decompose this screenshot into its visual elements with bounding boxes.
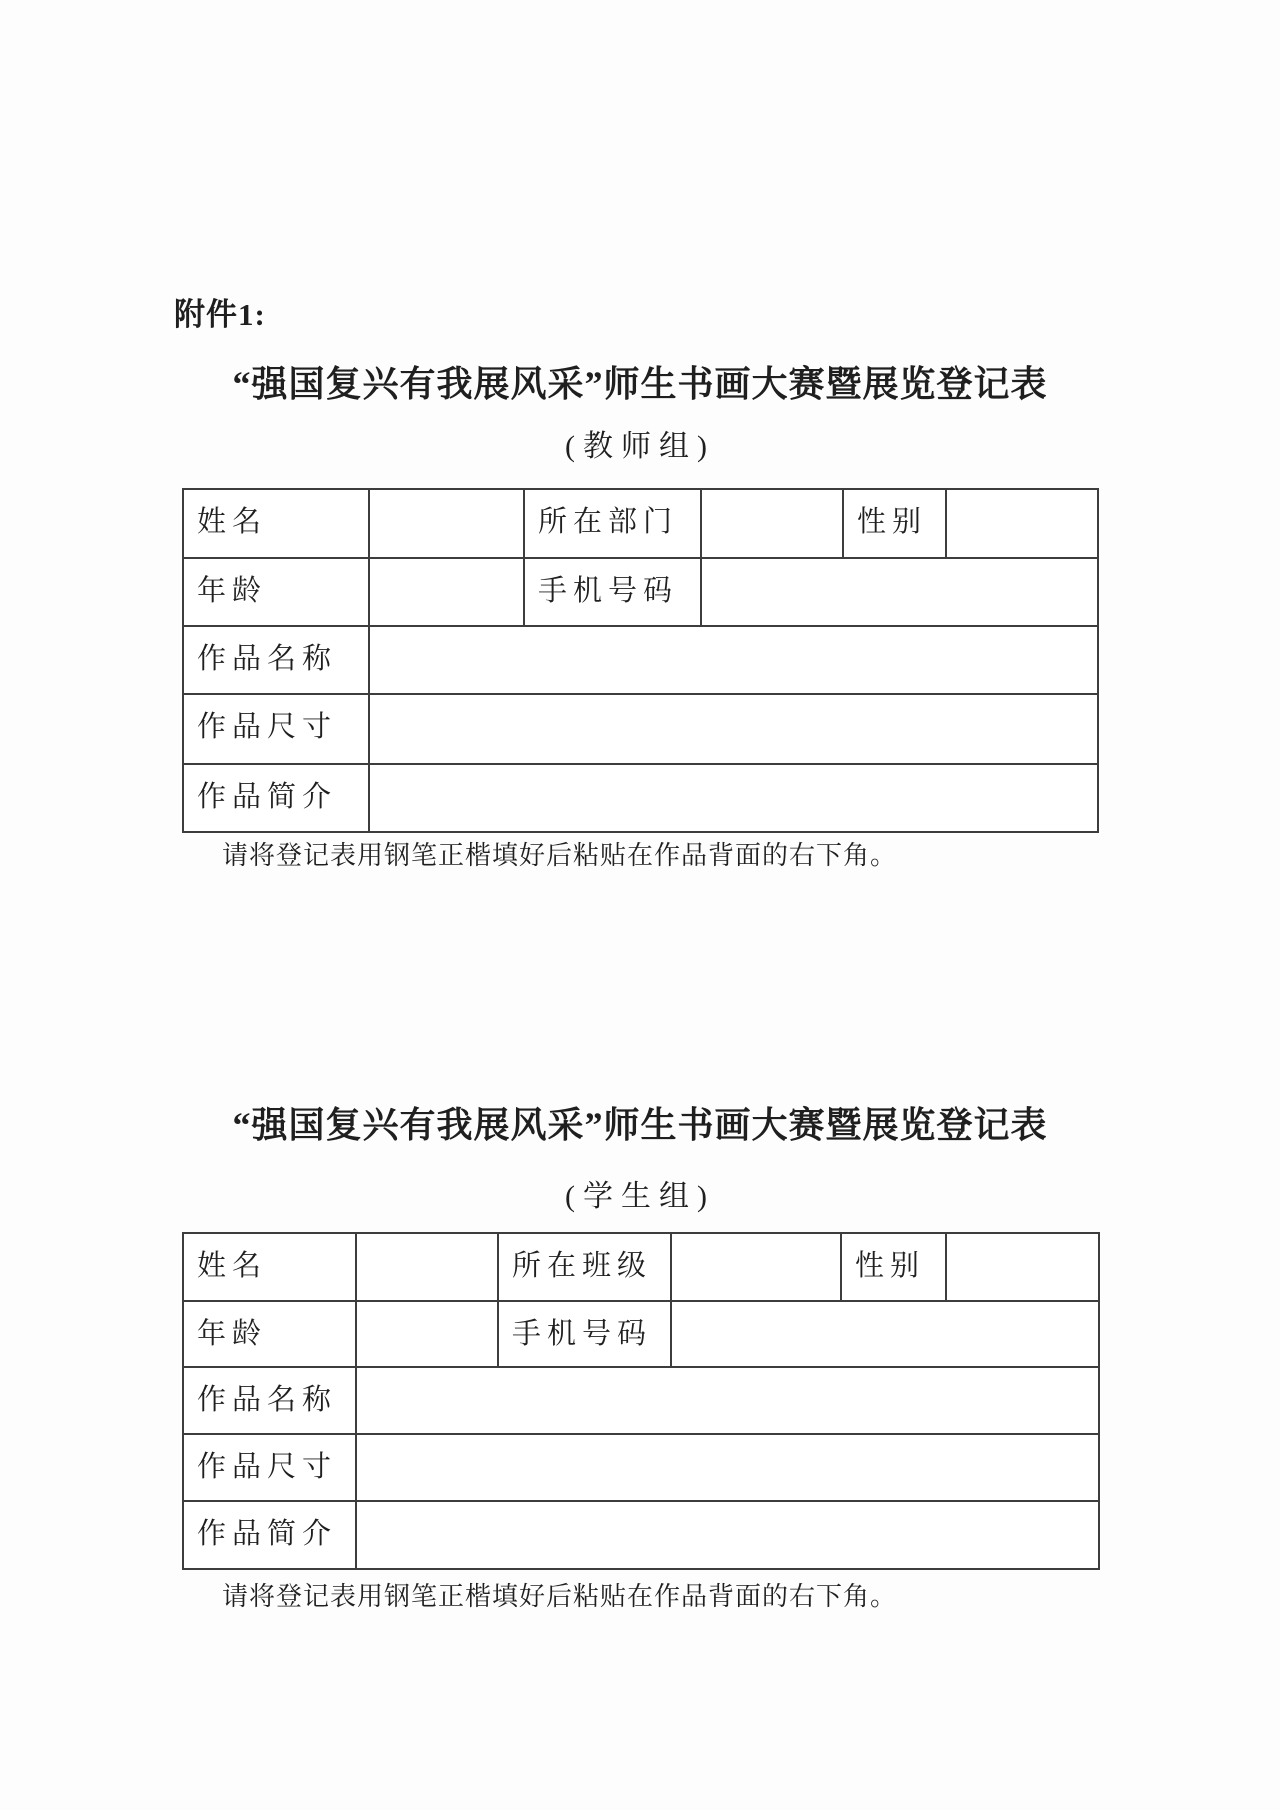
teacher-table-note: 请将登记表用钢笔正楷填好后粘贴在作品背面的右下角。: [222, 841, 898, 870]
student-name-field: [357, 1234, 499, 1302]
student-phone-label: 手机号码: [499, 1302, 672, 1368]
teacher-work-intro-field: [370, 765, 1099, 833]
teacher-gender-field: [947, 490, 1099, 559]
teacher-section-subtitle: (教师组): [565, 430, 715, 463]
teacher-age-field: [370, 559, 525, 627]
student-gender-field: [947, 1234, 1100, 1302]
student-section-subtitle: (学生组): [565, 1180, 715, 1213]
teacher-age-label: 年龄: [184, 559, 370, 627]
student-work-title-label: 作品名称: [184, 1368, 357, 1435]
student-class-field: [672, 1234, 842, 1302]
teacher-name-field: [370, 490, 525, 559]
student-registration-table: [182, 1232, 1100, 1570]
teacher-work-size-label: 作品尺寸: [184, 695, 370, 765]
teacher-work-size-field: [370, 695, 1099, 765]
teacher-work-title-label: 作品名称: [184, 627, 370, 695]
student-table-note: 请将登记表用钢笔正楷填好后粘贴在作品背面的右下角。: [222, 1582, 898, 1611]
student-work-intro-field: [357, 1502, 1100, 1570]
student-age-label: 年龄: [184, 1302, 357, 1368]
teacher-phone-field: [702, 559, 1099, 627]
teacher-phone-label: 手机号码: [525, 559, 702, 627]
teacher-registration-table: [182, 488, 1099, 833]
teacher-department-label: 所在部门: [525, 490, 702, 559]
teacher-section-title: “强国复兴有我展风采”师生书画大赛暨展览登记表: [232, 364, 1048, 404]
student-work-size-label: 作品尺寸: [184, 1435, 357, 1502]
student-gender-label: 性别: [842, 1234, 947, 1302]
teacher-department-field: [702, 490, 844, 559]
student-class-label: 所在班级: [499, 1234, 672, 1302]
student-work-intro-label: 作品简介: [184, 1502, 357, 1570]
teacher-work-title-field: [370, 627, 1099, 695]
teacher-gender-label: 性别: [844, 490, 947, 559]
attachment-label: 附件1:: [174, 297, 266, 332]
student-phone-field: [672, 1302, 1100, 1368]
student-name-label: 姓名: [184, 1234, 357, 1302]
student-work-title-field: [357, 1368, 1100, 1435]
student-work-size-field: [357, 1435, 1100, 1502]
student-section-title: “强国复兴有我展风采”师生书画大赛暨展览登记表: [232, 1105, 1048, 1145]
teacher-work-intro-label: 作品简介: [184, 765, 370, 833]
student-age-field: [357, 1302, 499, 1368]
teacher-name-label: 姓名: [184, 490, 370, 559]
